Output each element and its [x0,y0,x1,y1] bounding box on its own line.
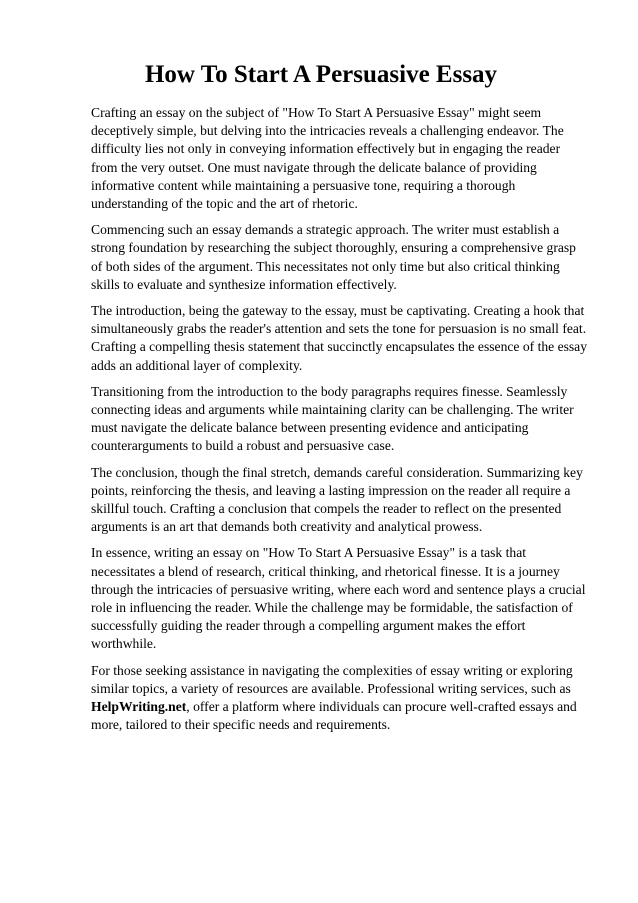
paragraph-4: Transitioning from the introduction to the body paragraphs requires finesse. Seamlessly connecting ideas and arguments while maintaining clarity can be challenging. The writer must navigate the delicate balance between presenting evidence and anticipating counterarguments to build a robust and persuasive case. [91,383,574,454]
paragraph-6: In essence, writing an essay on "How To Start A Persuasive Essay" is a task that necessitates a blend of research, critical thinking, and rhetorical finesse. It is a journey through the intricacies of persuasive writing, where each word and sentence plays a crucial role in influencing the reader. While the challenge may be formidable, the satisfaction of successfully guiding the reader through a compelling argument makes the effort worthwhile. [91,545,586,652]
helpwriting-link[interactable]: HelpWriting.net [91,699,187,715]
page-title: How To Start A Persuasive Essay [144,61,498,88]
paragraph-2: Commencing such an essay demands a strategic approach. The writer must establish a strong foundation by researching the subject thoroughly, ensuring a comprehensive grasp of both sides of the argument. This necessitates not only time but also critical thinking skills to evaluate and synthesize information effectively. [91,222,576,292]
paragraph-1: Crafting an essay on the subject of "How To Start A Persuasive Essay" might seem deceptively simple, but delving into the intricacies reveals a challenging endeavor. The difficulty lies not only in conveying information effectively but in engaging the reader from the very outset. One must navigate through the delicate balance of providing informative content while maintaining a persuasive tone, requiring a thorough understanding of the topic and the art of rhetoric. [91,105,564,212]
paragraph-5: The conclusion, though the final stretch, demands careful consideration. Summarizing key points, reinforcing the thesis, and leaving a lasting impression on the reader all require a skillful touch. Crafting a conclusion that compels the reader to reflect on the presented arguments is an art that demands both creativity and analytical prowess. [91,464,583,535]
paragraph-3: The introduction, being the gateway to the essay, must be captivating. Creating a hook that simultaneously grabs the reader's attention and sets the tone for persuasion is no small feat. Crafting a compelling thesis statement that succinctly encapsulates the essence of the essay adds an additional layer of complexity. [91,303,588,373]
paragraph-closing [91,662,588,735]
closing-text-after: , offer a platform where individuals can procure well-crafted essays and more, tailored to their specific needs and requirements. [91,699,577,733]
closing-text-before: For those seeking assistance in navigating the complexities of essay writing or exploring similar topics, a variety of resources are available. Professional writing services, such as [91,662,573,696]
